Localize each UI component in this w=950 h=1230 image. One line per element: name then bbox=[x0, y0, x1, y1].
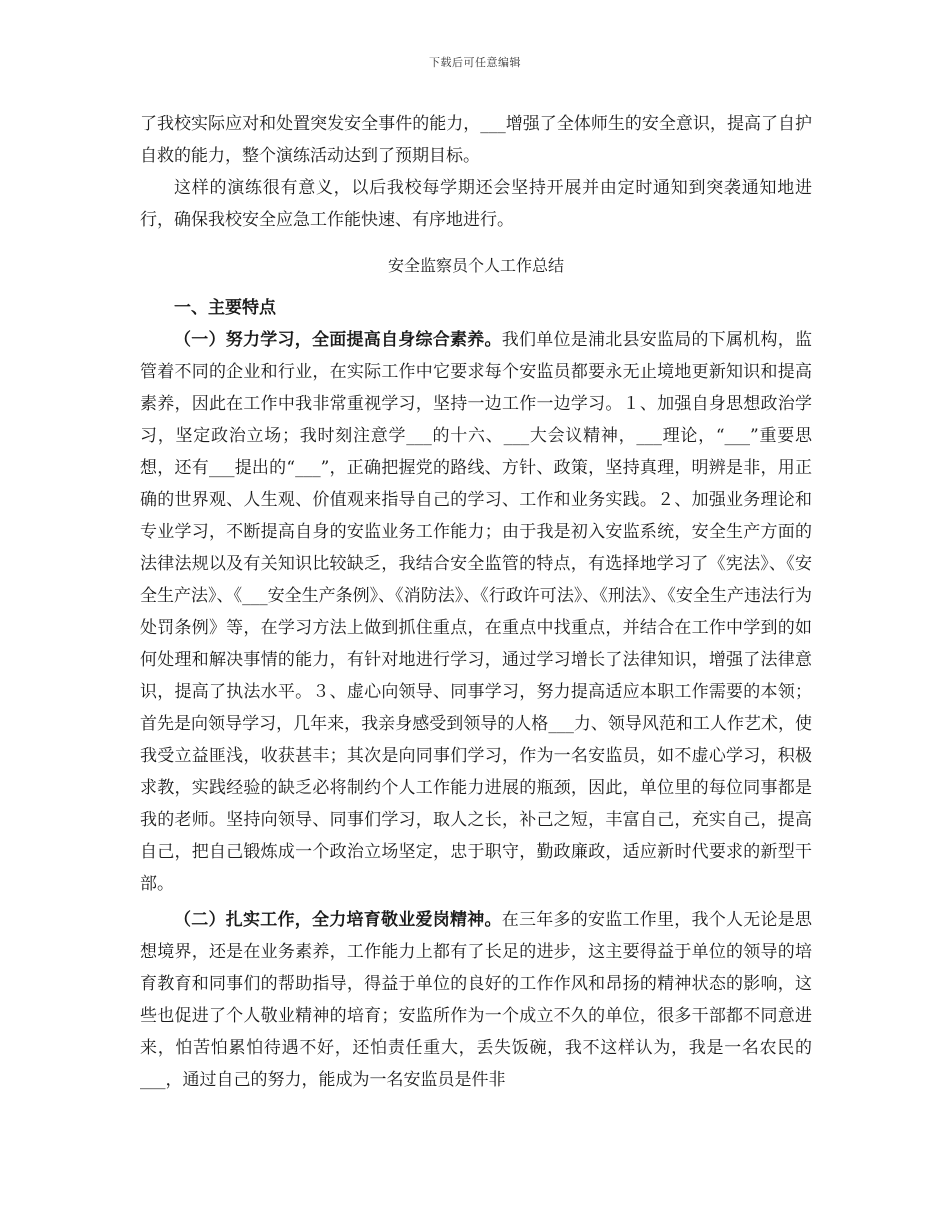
paragraph-study bbox=[140, 324, 812, 900]
paragraph-drill-conclusion: 了我校实际应对和处置突发安全事件的能力，___增强了全体师生的安全意识，提高了自护自救的能力，整个演练活动达到了预期目标。 bbox=[140, 114, 812, 166]
paragraph-work bbox=[140, 904, 812, 1096]
paragraph-study-text: 我们单位是浦北县安监局的下属机构，监管着不同的企业和行业，在实际工作中它要求每个安监员都要永无止境地更新知识和提高素养，因此在工作中我非常重视学习，坚持一边工作一边学习。１、加强自身思想政治学习，坚定政治立场；我时刻注意学___的十六、___大会议精神，___理论，“___”重要思想，还有___提出的“___”，正确把握党的路线、方针、政策，坚持真理，明辨是非，用正确的世界观、人生观、价值观来指导自己的学习、工作和业务实践。２、加强业务理论和专业学习，不断提高自身的安监业务工作能力；由于我是初入安监系统，安全生产方面的法律法规以及有关知识比较缺乏，我结合安全监管的特点，有选择地学习了《宪法》、《安全生产法》、《___安全生产条例》、《消防法》、《行政许可法》、《刑法》、《安全生产违法行为处罚条例》等，在学习方法上做到抓住重点，在重点中找重点，并结合在工作中学到的如何处理和解决事情的能力，有针对地进行学习，通过学习增长了法律知识，增强了法律意识，提高了执法水平。３、虚心向领导、同事学习，努力提高适应本职工作需要的本领；首先是向领导学习，几年来，我亲身感受到领导的人格___力、领导风范和工人作艺术，使我受立益匪浅，收获甚丰；其次是向同事们学习，作为一名安监员，如不虚心学习，积极求教，实践经验的缺乏必将制约个人工作能力进展的瓶颈，因此，单位里的每位同事都是我的老师。坚持向领导、同事们学习，取人之长，补己之短，丰富自己，充实自己，提高自己，把自己锻炼成一个政治立场坚定，忠于职守，勤政廉政，适应新时代要求的新型干部。 bbox=[140, 330, 812, 894]
page-header: 下载后可任意编辑 bbox=[429, 56, 521, 69]
paragraph-work-text: 在三年多的安监工作里，我个人无论是思想境界，还是在业务素养，工作能力上都有了长足的进步，这主要得益于单位的领导的培育教育和同事们的帮助指导，得益于单位的良好的工作作风和昂扬的精神状态的影响，这些也促进了个人敬业精神的培育；安监所作为一个成立不久的单位，很多干部都不同意进来，怕苦怕累怕待遇不好，还怕责任重大，丢失饭碗，我不这样认为，我是一名农民的___，通过自己的努力，能成为一名安监员是件非 bbox=[140, 910, 812, 1090]
subheading-work: （二）扎实工作，全力培育敬业爱岗精神。 bbox=[174, 910, 502, 930]
subheading-study: （一）努力学习，全面提高自身综合素养。 bbox=[174, 330, 502, 350]
document-body bbox=[140, 108, 812, 1096]
section-heading-main-features: 一、主要特点 bbox=[174, 298, 276, 318]
paragraph-drill-significance: 这样的演练很有意义，以后我校每学期还会坚持开展并由定时通知到突袭通知地进行，确保我校安全应急工作能快速、有序地进行。 bbox=[140, 178, 812, 230]
document-title: 安全监察员个人工作总结 bbox=[387, 256, 564, 275]
